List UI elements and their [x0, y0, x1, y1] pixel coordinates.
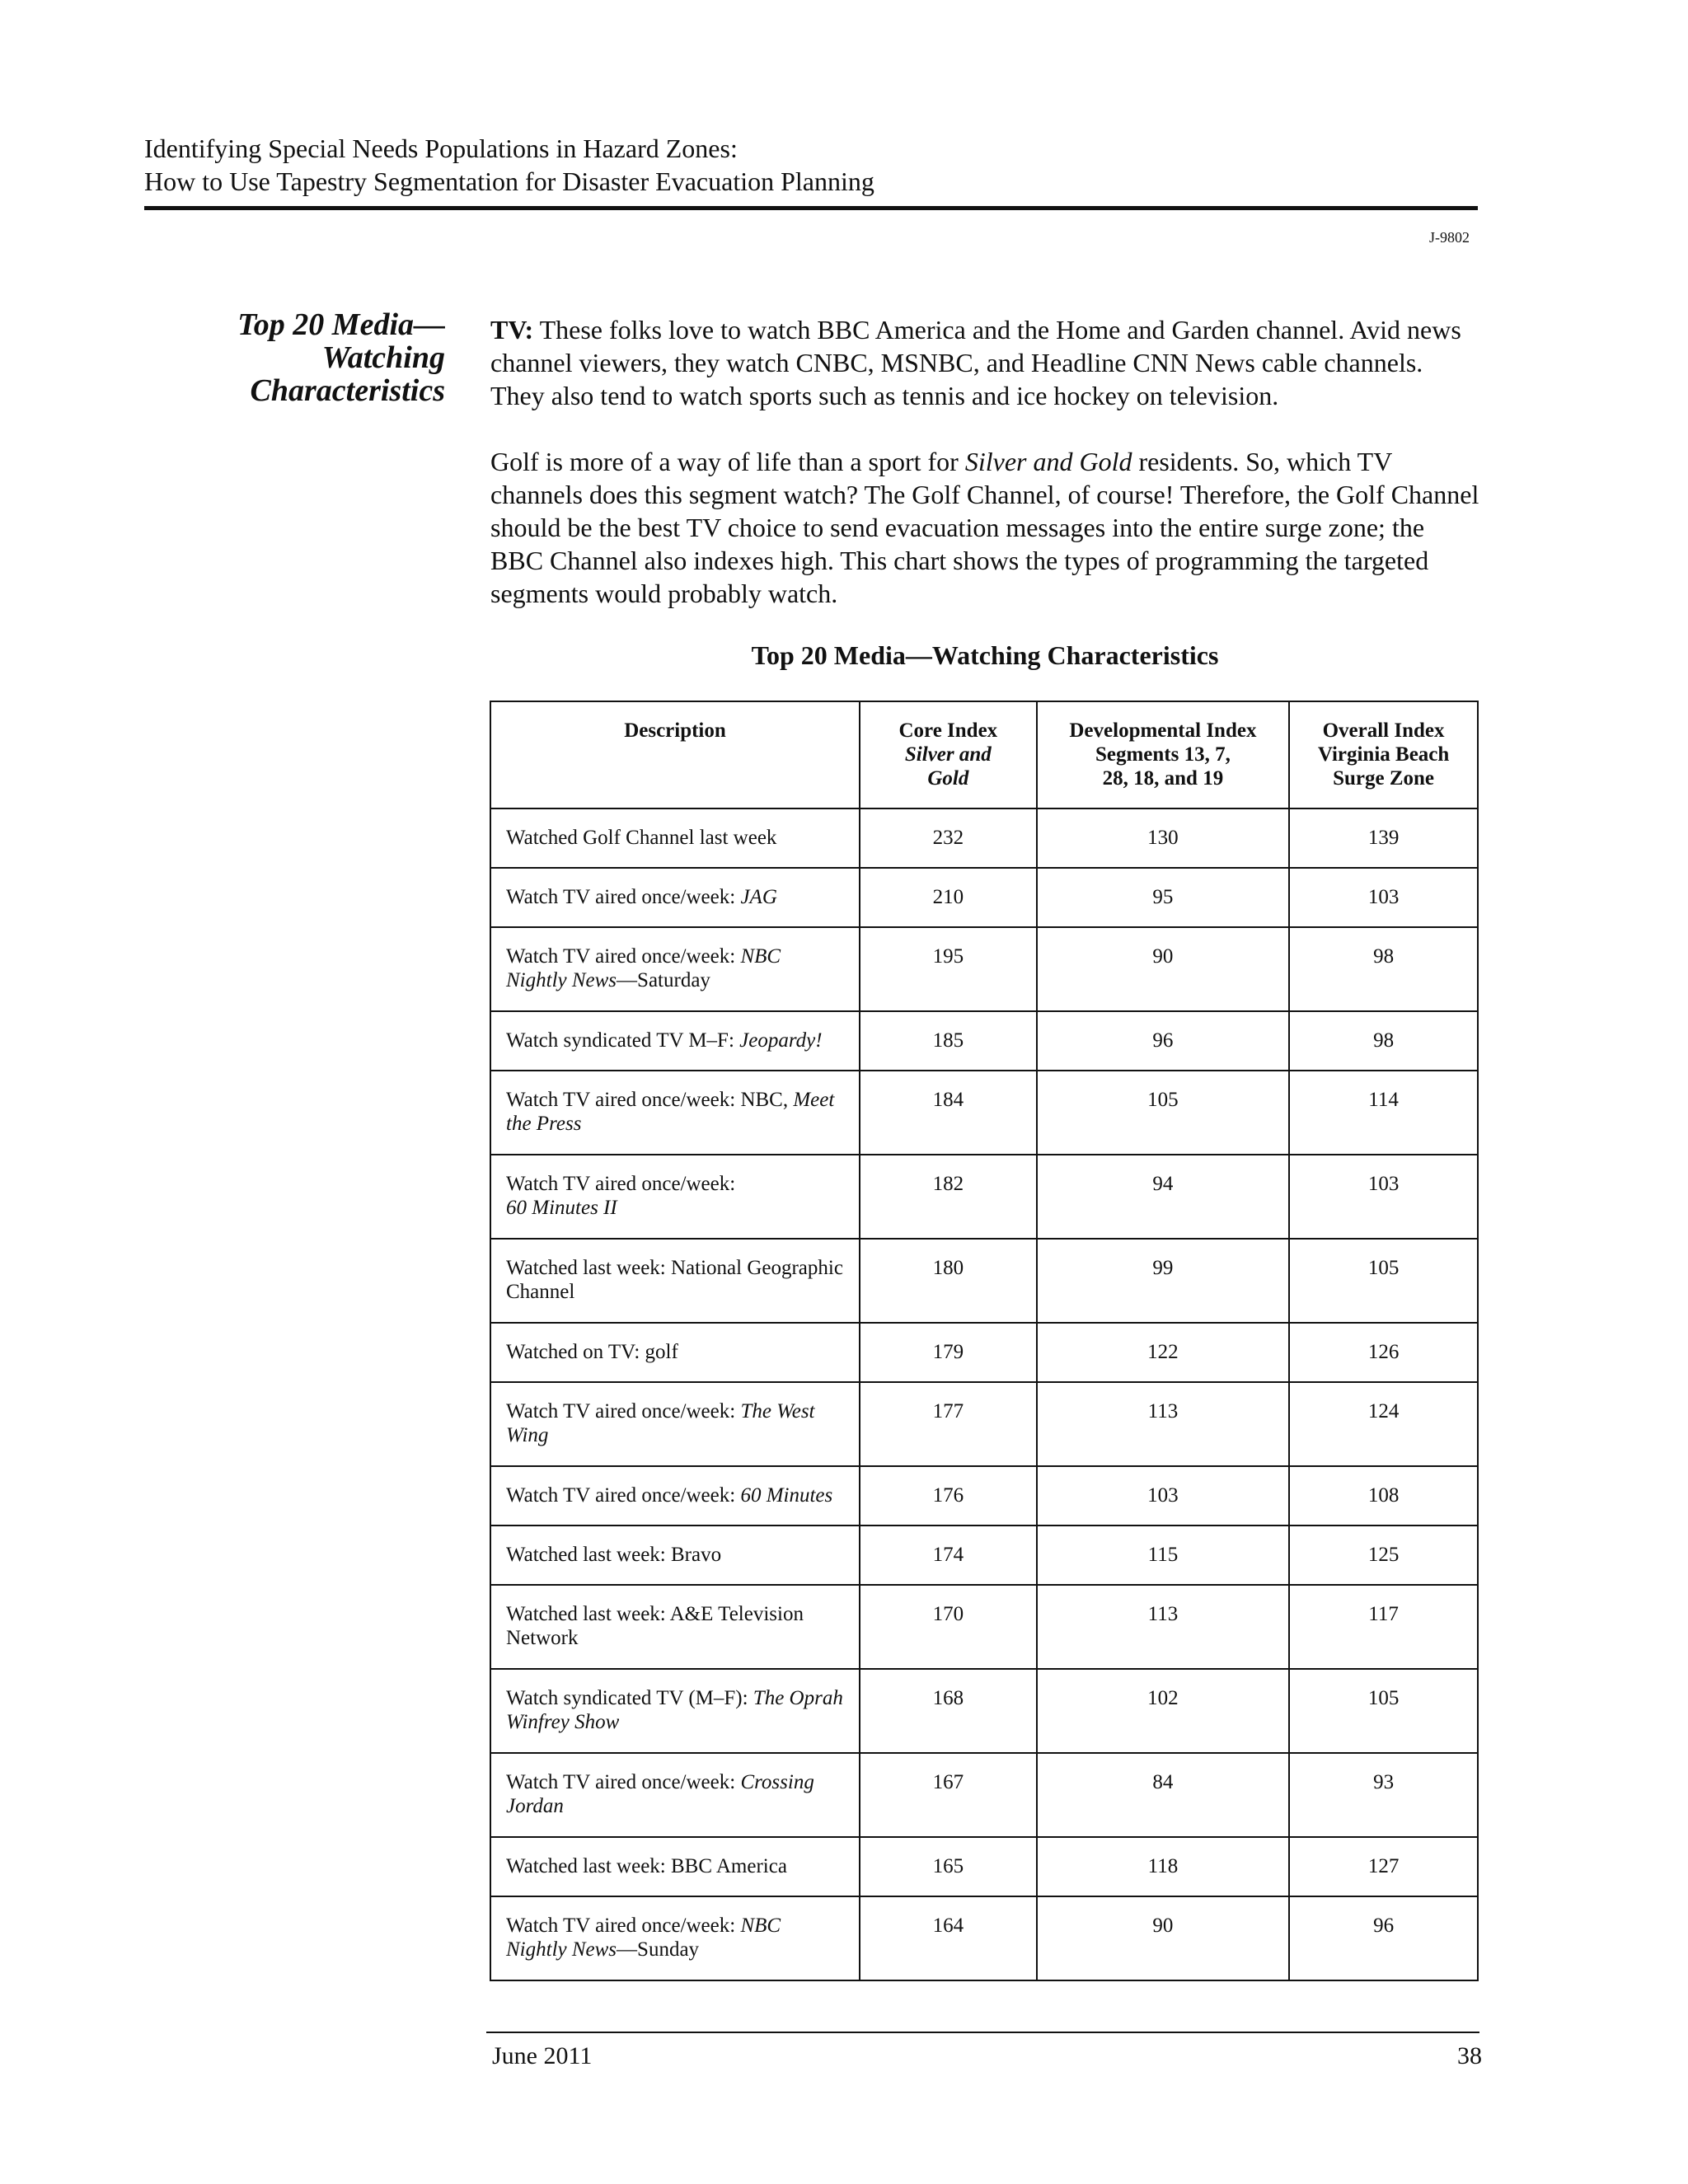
cell-description: Watch TV aired once/week: JAG — [490, 868, 860, 927]
cell-overall-index: 105 — [1289, 1239, 1478, 1323]
cell-overall-index: 139 — [1289, 808, 1478, 868]
cell-description: Watch TV aired once/week: The West Wing — [490, 1382, 860, 1466]
cell-description: Watch TV aired once/week: Crossing Jordan — [490, 1753, 860, 1837]
cell-developmental-index: 96 — [1037, 1011, 1289, 1071]
page-number: 38 — [1457, 2042, 1482, 2069]
cell-description: Watched last week: National Geographic Channel — [490, 1239, 860, 1323]
cell-description: Watch TV aired once/week: NBC Nightly News—Saturday — [490, 927, 860, 1011]
cell-developmental-index: 102 — [1037, 1669, 1289, 1753]
table-row — [490, 868, 1478, 927]
table-header-row — [490, 701, 1478, 808]
cell-description: Watched last week: Bravo — [490, 1526, 860, 1585]
segment-name: Silver and Gold — [964, 447, 1132, 476]
table-title: Top 20 Media—Watching Characteristics — [751, 640, 1219, 670]
media-table — [490, 701, 1479, 1981]
table-row — [490, 1837, 1478, 1896]
table-body — [490, 808, 1478, 1980]
cell-overall-index: 105 — [1289, 1669, 1478, 1753]
header-rule — [144, 206, 1478, 210]
table-row — [490, 1753, 1478, 1837]
cell-description: Watch syndicated TV (M–F): The Oprah Winfrey Show — [490, 1669, 860, 1753]
cell-core-index: 185 — [860, 1011, 1037, 1071]
header-line-2: How to Use Tapestry Segmentation for Disaster Evacuation Planning — [144, 166, 874, 196]
cell-core-index: 164 — [860, 1896, 1037, 1980]
cell-developmental-index: 103 — [1037, 1466, 1289, 1526]
cell-overall-index: 126 — [1289, 1323, 1478, 1382]
cell-description: Watched last week: A&E Television Network — [490, 1585, 860, 1669]
cell-developmental-index: 99 — [1037, 1239, 1289, 1323]
header-description: Description — [490, 701, 860, 808]
table-row — [490, 1382, 1478, 1466]
cell-core-index: 168 — [860, 1669, 1037, 1753]
header-line-1: Identifying Special Needs Populations in Hazard Zones: — [144, 134, 738, 163]
cell-description: Watched on TV: golf — [490, 1323, 860, 1382]
cell-overall-index: 98 — [1289, 1011, 1478, 1071]
cell-overall-index: 127 — [1289, 1837, 1478, 1896]
cell-overall-index: 96 — [1289, 1896, 1478, 1980]
tv-label: TV: — [490, 315, 534, 344]
cell-overall-index: 114 — [1289, 1071, 1478, 1155]
cell-overall-index: 98 — [1289, 927, 1478, 1011]
cell-core-index: 184 — [860, 1071, 1037, 1155]
cell-core-index: 165 — [860, 1837, 1037, 1896]
body-text — [490, 313, 1479, 643]
cell-core-index: 174 — [860, 1526, 1037, 1585]
header-core-index: Core Index Silver and Gold — [860, 701, 1037, 808]
cell-core-index: 210 — [860, 868, 1037, 927]
cell-core-index: 179 — [860, 1323, 1037, 1382]
section-heading-line-3: Characteristics — [250, 373, 445, 408]
tv-text: These folks love to watch BBC America and the Home and Garden channel. Avid news channel viewers, they watch CNBC, MSNBC, and Headline CNN News cable channels. They also tend to watch sports such as tennis and ice hockey on television. — [490, 315, 1461, 410]
cell-core-index: 195 — [860, 927, 1037, 1011]
cell-overall-index: 124 — [1289, 1382, 1478, 1466]
cell-description: Watch TV aired once/week: NBC Nightly News—Sunday — [490, 1896, 860, 1980]
cell-core-index: 180 — [860, 1239, 1037, 1323]
cell-overall-index: 108 — [1289, 1466, 1478, 1526]
cell-core-index: 232 — [860, 808, 1037, 868]
cell-overall-index: 103 — [1289, 868, 1478, 927]
golf-text-after: residents. So, which TV channels does this segment watch? The Golf Channel, of course! Therefore, the Golf Channel should be the best TV choice to send evacuation messages into the entire surge zone; the BBC Channel also indexes high. This chart shows the types of programming the targeted segments would probably watch. — [490, 447, 1479, 608]
document-code: J-9802 — [1429, 229, 1470, 246]
cell-developmental-index: 115 — [1037, 1526, 1289, 1585]
cell-description: Watched last week: BBC America — [490, 1837, 860, 1896]
cell-overall-index: 103 — [1289, 1155, 1478, 1239]
cell-developmental-index: 118 — [1037, 1837, 1289, 1896]
cell-developmental-index: 90 — [1037, 1896, 1289, 1980]
running-header — [144, 132, 874, 198]
cell-developmental-index: 130 — [1037, 808, 1289, 868]
table-row — [490, 1466, 1478, 1526]
golf-text-before: Golf is more of a way of life than a sport for — [490, 447, 965, 476]
table-row — [490, 1239, 1478, 1323]
cell-description: Watch TV aired once/week: NBC, Meet the Press — [490, 1071, 860, 1155]
cell-overall-index: 117 — [1289, 1585, 1478, 1669]
footer-rule — [486, 2032, 1479, 2033]
table-row — [490, 1526, 1478, 1585]
cell-overall-index: 125 — [1289, 1526, 1478, 1585]
cell-developmental-index: 113 — [1037, 1585, 1289, 1669]
cell-developmental-index: 122 — [1037, 1323, 1289, 1382]
cell-developmental-index: 94 — [1037, 1155, 1289, 1239]
cell-overall-index: 93 — [1289, 1753, 1478, 1837]
paragraph-golf — [490, 445, 1479, 610]
table-row — [490, 1155, 1478, 1239]
cell-core-index: 176 — [860, 1466, 1037, 1526]
table-row — [490, 927, 1478, 1011]
paragraph-tv — [490, 313, 1479, 412]
cell-developmental-index: 113 — [1037, 1382, 1289, 1466]
section-heading — [165, 308, 445, 407]
cell-developmental-index: 105 — [1037, 1071, 1289, 1155]
cell-developmental-index: 84 — [1037, 1753, 1289, 1837]
table-row — [490, 1585, 1478, 1669]
header-overall-index: Overall Index Virginia Beach Surge Zone — [1289, 701, 1478, 808]
cell-core-index: 167 — [860, 1753, 1037, 1837]
section-heading-line-2: Watching — [321, 340, 445, 375]
table-row — [490, 1669, 1478, 1753]
table-row — [490, 1323, 1478, 1382]
cell-description: Watch TV aired once/week: 60 Minutes II — [490, 1155, 860, 1239]
cell-description: Watch TV aired once/week: 60 Minutes — [490, 1466, 860, 1526]
section-heading-line-1: Top 20 Media— — [237, 307, 445, 342]
cell-developmental-index: 95 — [1037, 868, 1289, 927]
table-row — [490, 808, 1478, 868]
cell-core-index: 182 — [860, 1155, 1037, 1239]
cell-developmental-index: 90 — [1037, 927, 1289, 1011]
footer-date: June 2011 — [492, 2042, 593, 2069]
cell-description: Watched Golf Channel last week — [490, 808, 860, 868]
cell-core-index: 177 — [860, 1382, 1037, 1466]
cell-description: Watch syndicated TV M–F: Jeopardy! — [490, 1011, 860, 1071]
cell-core-index: 170 — [860, 1585, 1037, 1669]
header-developmental-index: Developmental Index Segments 13, 7, 28, 18, and 19 — [1037, 701, 1289, 808]
table-row — [490, 1071, 1478, 1155]
table-row — [490, 1011, 1478, 1071]
table-row — [490, 1896, 1478, 1980]
